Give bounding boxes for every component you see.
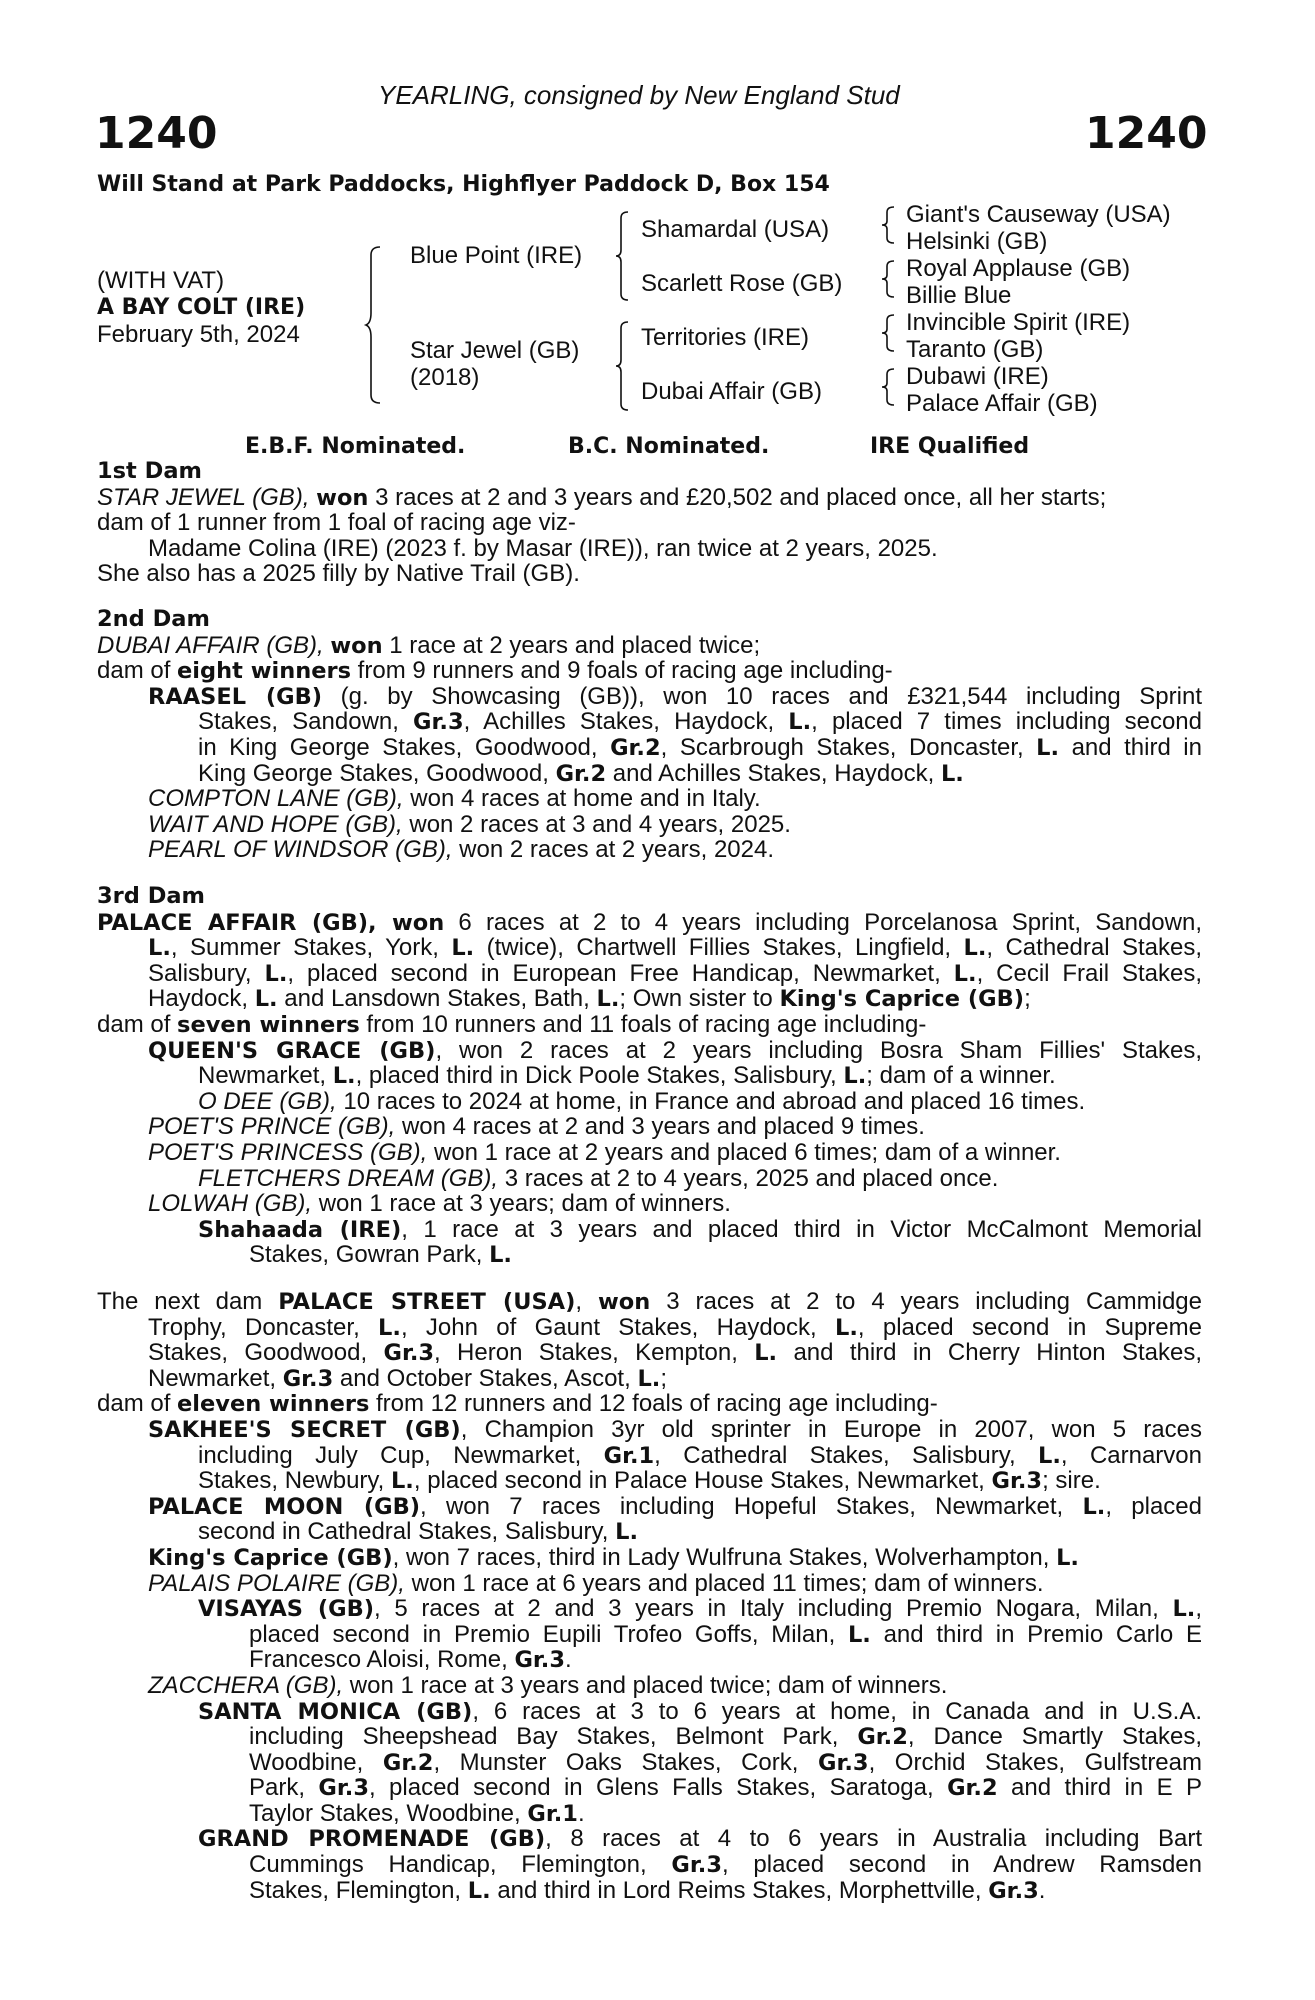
pedigree-sire-dam: Scarlett Rose (GB) [641, 270, 843, 297]
raasel-entry: RAASEL (GB) (g. by Showcasing (GB)), won 10 races and £321,544 including Sprint [148, 682, 1202, 710]
second-dam-name: DUBAI AFFAIR (GB), [97, 631, 324, 659]
pedigree-gen3-8: Palace Affair (GB) [906, 390, 1098, 417]
pedigree-bracket-main [366, 245, 382, 405]
first-dam-name: STAR JEWEL (GB), [97, 483, 310, 511]
pedigree-sire-sire: Shamardal (USA) [641, 216, 830, 243]
first-dam-heading: 1st Dam [97, 458, 202, 484]
pedigree-gen3-5: Invincible Spirit (IRE) [906, 309, 1131, 336]
pedigree-bracket-g3 [882, 313, 896, 353]
pedigree-gen3-4: Billie Blue [906, 282, 1012, 309]
pedigree-dam-sire: Territories (IRE) [641, 324, 810, 351]
pedigree-gen3-7: Dubawi (IRE) [906, 363, 1049, 390]
first-dam-section: 1st Dam STAR JEWEL (GB), won 3 races at 2 and 3 years and £20,502 and placed once, all her starts; dam of 1 runner from 1 foal of racing age viz- Madame Colina (IRE) (2023 f. by Masar (IRE)), ran twice at 2 years, 2025. She also has a 2025 filly by Native Trail (GB). [97, 459, 1202, 587]
pedigree-gen3-2: Helsinki (GB) [906, 228, 1048, 255]
pedigree-gen3-1: Giant's Causeway (USA) [906, 201, 1171, 228]
pedigree-bracket-dam [616, 320, 630, 412]
third-dam-section: 3rd Dam PALACE AFFAIR (GB), won 6 races at 2 to 4 years including Porcelanosa Sprint, Sandown, L., Summer Stakes, York, L. (twice), Chartwell Fillies Stakes, Lingfield, L., Cathedral Stakes, Salisbury, L., placed second in European Free Handicap, Newmarket, L., Cecil Frail Stakes, Haydock, L. and Lansdown Stakes, Bath, L.; Own sister to King's Caprice (GB); dam of seven winners from 10 runners and 11 foals of racing age including- QUEEN'S GRACE (GB), won 2 races at 2 years including Bosra Sham Fillies' Stakes, Newmarket, L., placed third in Dick Poole Stakes, Salisbury, L.; dam of a winner. O DEE (GB), 10 races to 2024 at home, in France and abroad and placed 16 times. POET'S PRINCE (GB), won 4 races at 2 and 3 years and placed 9 times. POET'S PRINCESS (GB), won 1 race at 2 years and placed 6 times; dam of a winner. FLETCHERS DREAM (GB), 3 races at 2 to 4 years, 2025 and placed once. LOLWAH (GB), won 1 race at 3 years; dam of winners. Shahaada (IRE), 1 race at 3 years and placed third in Victor McCalmont Memorial Stakes, Gowran Park, L. [97, 883, 1203, 1269]
bc-nominated: B.C. Nominated. [568, 434, 770, 459]
pedigree-bracket-sire [616, 210, 630, 302]
horse-name: A BAY COLT (IRE) [97, 295, 306, 320]
pedigree-bracket-g1 [882, 205, 896, 245]
foaling-date: February 5th, 2024 [97, 321, 300, 348]
second-dam-section: 2nd Dam DUBAI AFFAIR (GB), won 1 race at 2 years and placed twice; dam of eight winners from 9 runners and 9 foals of racing age including- RAASEL (GB) (g. by Showcasing (GB)), won 10 races and £321,544 including Sprint Stakes, Sandown, Gr.3, Achilles Stakes, Haydock, L., placed 7 times including second in King George Stakes, Goodwood, Gr.2, Scarbrough Stakes, Doncaster, L. and third in King George Stakes, Goodwood, Gr.2 and Achilles Stakes, Haydock, L. COMPTON LANE (GB), won 4 races at home and in Italy. WAIT AND HOPE (GB), won 2 races at 3 and 4 years, 2025. PEARL OF WINDSOR (GB), won 2 races at 2 years, 2024. [97, 606, 1203, 864]
lot-number-right: 1240 [1085, 108, 1208, 159]
lot-number-left: 1240 [95, 108, 218, 159]
pedigree-dam: Star Jewel (GB) [410, 337, 580, 364]
lot-subtitle: YEARLING, consigned by New England Stud [378, 80, 900, 110]
first-dam-foal: Madame Colina (IRE) (2023 f. by Masar (IRE)), ran twice at 2 years, 2025. [148, 534, 938, 562]
pedigree-bracket-g4 [882, 367, 896, 407]
pedigree-bracket-g2 [882, 259, 896, 299]
pedigree-gen3-3: Royal Applause (GB) [906, 255, 1131, 282]
pedigree-dam-year: (2018) [410, 364, 480, 391]
pedigree-dam-dam: Dubai Affair (GB) [641, 378, 822, 405]
first-dam-produce: dam of 1 runner from 1 foal of racing age viz- [97, 509, 576, 537]
ire-qualified: IRE Qualified [870, 434, 1030, 459]
ebf-nominated: E.B.F. Nominated. [245, 434, 466, 459]
pedigree-sire: Blue Point (IRE) [410, 242, 583, 269]
first-dam-note: She also has a 2025 filly by Native Trail (GB). [97, 560, 580, 588]
stabling-location: Will Stand at Park Paddocks, Highflyer Paddock D, Box 154 [97, 172, 830, 197]
third-dam-heading: 3rd Dam [97, 883, 205, 909]
vat-note: (WITH VAT) [97, 267, 225, 294]
pedigree-gen3-6: Taranto (GB) [906, 336, 1044, 363]
next-dam-section: The next dam PALACE STREET (USA), won 3 races at 2 to 4 years including Cammidge Trophy, Doncaster, L., John of Gaunt Stakes, Haydock, L., placed second in Supreme Stakes, Goodwood, Gr.3, Heron Stakes, Kempton, L. and third in Cherry Hinton Stakes, Newmarket, Gr.3 and October Stakes, Ascot, L.; dam of eleven winners from 12 runners and 12 foals of racing age including- SAKHEE'S SECRET (GB), Champion 3yr old sprinter in Europe in 2007, won 5 races including July Cup, Newmarket, Gr.1, Cathedral Stakes, Salisbury, L., Carnarvon Stakes, Newbury, L., placed second in Palace House Stakes, Newmarket, Gr.3; sire. PALACE MOON (GB), won 7 races including Hopeful Stakes, Newmarket, L., placed second in Cathedral Stakes, Salisbury, L. King's Caprice (GB), won 7 races, third in Lady Wulfruna Stakes, Wolverhampton, L. PALAIS POLAIRE (GB), won 1 race at 6 years and placed 11 times; dam of winners. VISAYAS (GB), 5 races at 2 and 3 years in Italy including Premio Nogara, Milan, L., placed second in Premio Eupili Trofeo Goffs, Milan, L. and third in Premio Carlo E Francesco Aloisi, Rome, Gr.3. ZACCHERA (GB), won 1 race at 3 years and placed twice; dam of winners. SANTA MONICA (GB), 6 races at 3 to 6 years at home, in Canada and in U.S.A. including Sheepshead Bay Stakes, Belmont Park, Gr.2, Dance Smartly Stakes, Woodbine, Gr.2, Munster Oaks Stakes, Cork, Gr.3, Orchid Stakes, Gulfstream Park, Gr.3, placed second in Glens Falls Stakes, Saratoga, Gr.2 and third in E P Taylor Stakes, Woodbine, Gr.1. GRAND PROMENADE (GB), 8 races at 4 to 6 years in Australia including Bart Cummings Handicap, Flemington, Gr.3, placed second in Andrew Ramsden Stakes, Flemington, L. and third in Lord Reims Stakes, Morphettville, Gr.3. [97, 1288, 1203, 1904]
second-dam-heading: 2nd Dam [97, 606, 210, 632]
